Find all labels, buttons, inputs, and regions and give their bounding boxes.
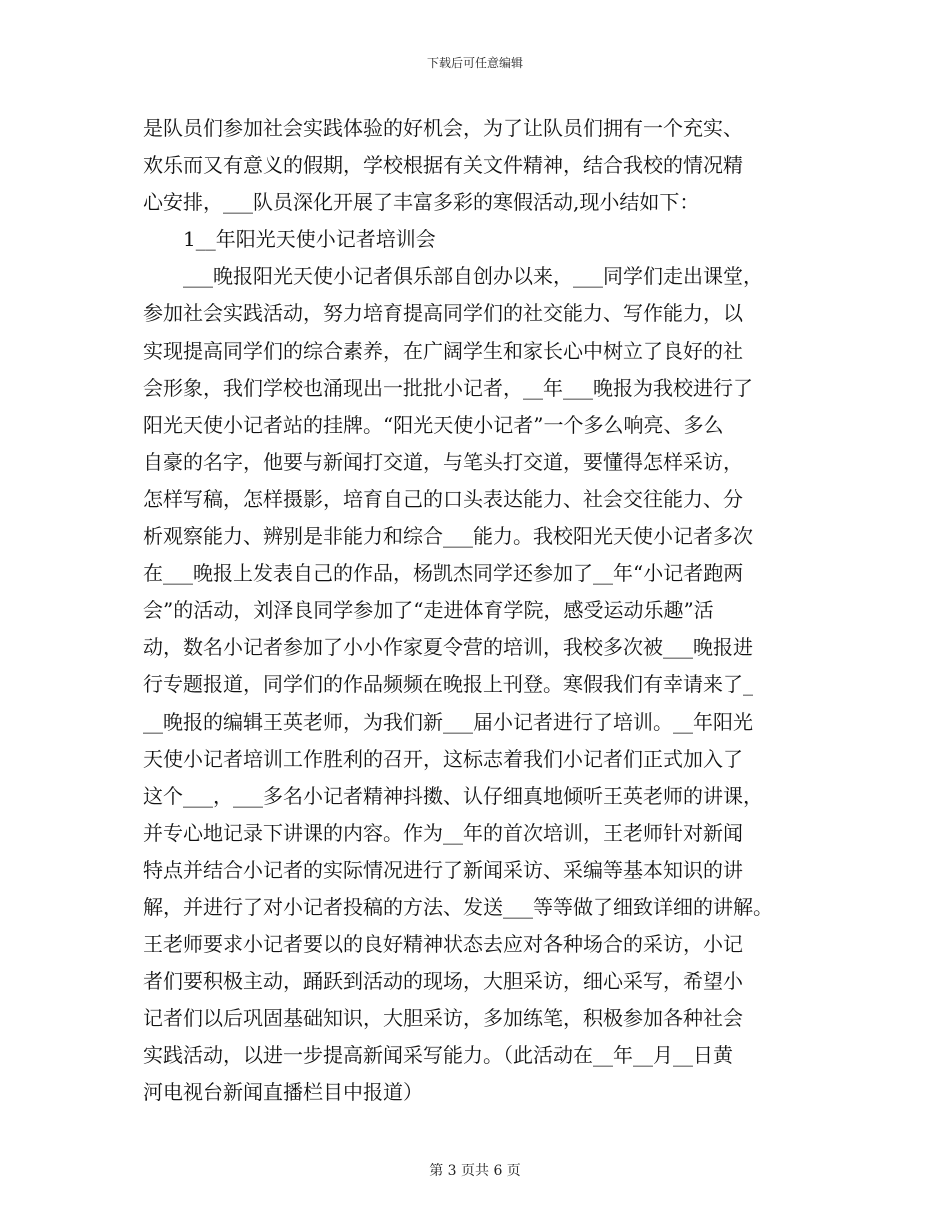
body-line: 参加社会实践活动，努力培育提高同学们的社交能力、写作能力，以 — [143, 301, 743, 326]
body-line: 王老师要求小记者要以的良好精神状态去应对各种场合的采访，小记 — [143, 932, 743, 957]
body-line: 解，并进行了对小记者投稿的方法、发送___等等做了细致详细的讲解。 — [143, 894, 773, 919]
body-line: 会”的活动，刘泽良同学参加了“走进体育学院，感受运动乐趣”活 — [143, 598, 714, 623]
page-number: 第 3 页共 6 页 — [429, 1163, 521, 1179]
body-line: 并专心地记录下讲课的内容。作为__年的首次培训，王老师针对新闻 — [143, 820, 743, 845]
body-line: 欢乐而又有意义的假期，学校根据有关文件精神，结合我校的情况精 — [143, 153, 743, 178]
body-line: 者们要积极主动，踊跃到活动的现场，大胆采访，细心采写，希望小 — [143, 969, 743, 994]
document-body — [143, 110, 833, 1112]
body-line: 是队员们参加社会实践体验的好机会，为了让队员们拥有一个充实、 — [143, 116, 743, 140]
body-line: 怎样写稿，怎样摄影，培育自己的口头表达能力、社会交往能力、分 — [143, 486, 743, 511]
body-line: 自豪的名字，他要与新闻打交道，与笔头打交道，要懂得怎样采访， — [143, 449, 743, 474]
body-line: 心安排，___队员深化开展了丰富多彩的寒假活动,现小结如下： — [143, 190, 700, 215]
body-line: ___晚报阳光天使小记者俱乐部自创办以来，___同学们走出课堂， — [183, 264, 763, 289]
body-line: 这个___，___多名小记者精神抖擞、认仔细真地倾听王英老师的讲课， — [143, 783, 763, 808]
body-line: 阳光天使小记者站的挂牌。“阳光天使小记者”一个多么响亮、多么 — [143, 412, 724, 437]
body-line: 记者们以后巩固基础知识，大胆采访，多加练笔，积极参加各种社会 — [143, 1006, 743, 1031]
page-header-note: 下载后可任意编辑 — [426, 56, 523, 70]
body-line: 在___晚报上发表自己的作品，杨凯杰同学还参加了__年“小记者跑两 — [143, 561, 744, 586]
body-line: 会形象，我们学校也涌现出一批批小记者，__年___晚报为我校进行了 — [143, 375, 753, 400]
body-line: 行专题报道，同学们的作品频频在晚报上刊登。寒假我们有幸请来了_ — [143, 672, 753, 697]
body-line: 天使小记者培训工作胜利的召开，这标志着我们小记者们正式加入了 — [143, 746, 743, 771]
body-line: 特点并结合小记者的实际情况进行了新闻采访、采编等基本知识的讲 — [143, 857, 743, 882]
body-line: 析观察能力、辨别是非能力和综合___能力。我校阳光天使小记者多次 — [143, 524, 753, 549]
section-heading: 1__年阳光天使小记者培训会 — [183, 227, 436, 252]
body-line: __晚报的编辑王英老师，为我们新___届小记者进行了培训。__年阳光 — [143, 709, 753, 734]
body-line: 实践活动，以进一步提高新闻采写能力。（此活动在__年__月__日黄 — [143, 1043, 733, 1068]
body-line: 实现提高同学们的综合素养，在广阔学生和家长心中树立了良好的社 — [143, 338, 743, 363]
body-line: 河电视台新闻直播栏目中报道） — [143, 1080, 423, 1105]
body-line: 动，数名小记者参加了小小作家夏令营的培训，我校多次被___晚报进 — [143, 635, 753, 660]
